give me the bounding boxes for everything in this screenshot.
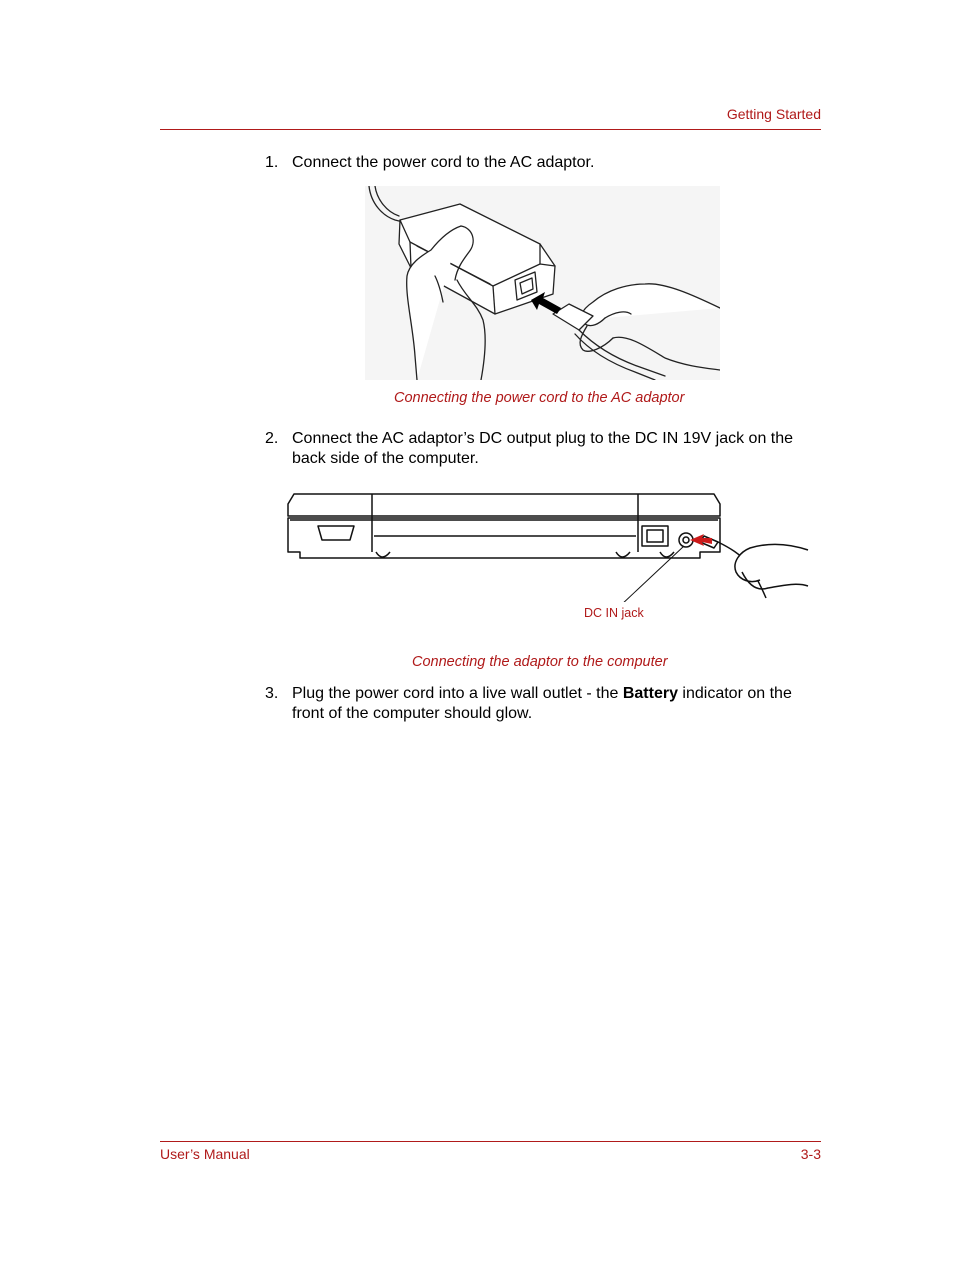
header-rule <box>160 129 821 130</box>
step-number: 3. <box>265 685 279 702</box>
ac-adaptor-illustration <box>365 186 720 380</box>
footer-manual-label: User’s Manual <box>160 1146 250 1162</box>
step-2 <box>265 429 825 469</box>
step-text-part: Plug the power cord into a live wall outlet - the <box>292 685 623 702</box>
footer-rule <box>160 1141 821 1142</box>
figure-caption: Connecting the power cord to the AC adaptor <box>394 390 685 406</box>
page-number: 3-3 <box>800 1146 821 1162</box>
laptop-back-illustration <box>280 488 812 602</box>
dc-in-callout-label: DC IN jack <box>584 606 644 620</box>
step-text <box>292 684 825 724</box>
step-number: 2. <box>265 430 279 447</box>
step-3 <box>265 684 825 724</box>
step-1 <box>265 153 825 173</box>
figure-caption: Connecting the adaptor to the computer <box>412 654 668 670</box>
step-number: 1. <box>265 154 279 171</box>
step-text: Connect the power cord to the AC adaptor. <box>292 154 595 171</box>
step-text: Connect the AC adaptor’s DC output plug to the DC IN 19V jack on the back side of the computer. <box>292 430 794 467</box>
battery-indicator-term: Battery <box>622 685 678 702</box>
step-text-part: indicator on the front of the computer should glow. <box>292 685 792 722</box>
running-header: Getting Started <box>726 106 821 122</box>
